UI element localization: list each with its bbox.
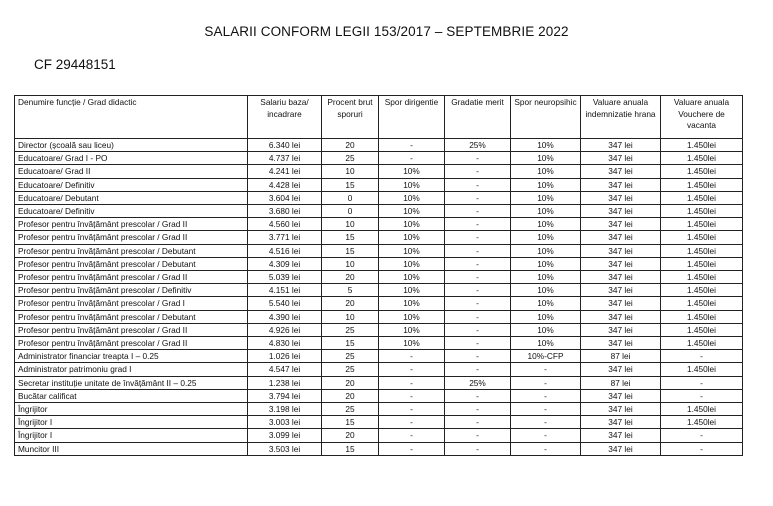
cell-base-salary: 4.516 lei (248, 244, 322, 257)
cell-food-allowance: 347 lei (581, 403, 661, 416)
cell-food-allowance: 347 lei (581, 284, 661, 297)
header-base-salary: Salariu baza/ incadrare (248, 96, 322, 139)
table-row (15, 271, 743, 284)
cell-class-teacher-bonus: - (379, 389, 445, 402)
cell-base-salary: 3.680 lei (248, 205, 322, 218)
table-row (15, 139, 743, 152)
cell-vacation-vouchers: - (661, 442, 743, 455)
cell-merit-grade: - (445, 350, 511, 363)
cell-bonus-percent: 15 (322, 178, 379, 191)
cell-base-salary: 1.238 lei (248, 376, 322, 389)
cell-vacation-vouchers: 1.450lei (661, 403, 743, 416)
cell-function: Educatoare/ Debutant (15, 191, 248, 204)
cell-base-salary: 3.003 lei (248, 416, 322, 429)
cell-bonus-percent: 10 (322, 310, 379, 323)
header-neuropsychic-bonus: Spor neuropsihic (511, 96, 581, 139)
table-row (15, 389, 743, 402)
cell-food-allowance: 347 lei (581, 271, 661, 284)
table-header-row (15, 96, 743, 139)
cell-function: Bucătar calificat (15, 389, 248, 402)
header-class-teacher-bonus: Spor dirigentie (379, 96, 445, 139)
cell-merit-grade: - (445, 244, 511, 257)
cell-vacation-vouchers: 1.450lei (661, 165, 743, 178)
cell-function: Profesor pentru învățământ prescolar / Debutant (15, 244, 248, 257)
table-row (15, 297, 743, 310)
cell-neuropsychic-bonus: - (511, 442, 581, 455)
cell-neuropsychic-bonus: 10% (511, 337, 581, 350)
cell-class-teacher-bonus: 10% (379, 323, 445, 336)
cell-base-salary: 4.309 lei (248, 257, 322, 270)
cell-vacation-vouchers: 1.450lei (661, 284, 743, 297)
cell-function: Educatoare/ Grad I - PO (15, 152, 248, 165)
cell-base-salary: 4.390 lei (248, 310, 322, 323)
cell-class-teacher-bonus: 10% (379, 205, 445, 218)
cell-neuropsychic-bonus: - (511, 416, 581, 429)
cell-food-allowance: 347 lei (581, 389, 661, 402)
cell-function: Îngrijitor I (15, 416, 248, 429)
table-row (15, 152, 743, 165)
cell-class-teacher-bonus: 10% (379, 284, 445, 297)
cell-vacation-vouchers: 1.450lei (661, 152, 743, 165)
cell-class-teacher-bonus: 10% (379, 165, 445, 178)
cell-neuropsychic-bonus: - (511, 376, 581, 389)
cell-merit-grade: - (445, 323, 511, 336)
cell-food-allowance: 347 lei (581, 165, 661, 178)
cell-base-salary: 3.503 lei (248, 442, 322, 455)
cell-neuropsychic-bonus: 10% (511, 271, 581, 284)
table-row (15, 257, 743, 270)
cell-class-teacher-bonus: - (379, 403, 445, 416)
cell-bonus-percent: 20 (322, 271, 379, 284)
cell-merit-grade: - (445, 363, 511, 376)
cell-class-teacher-bonus: 10% (379, 310, 445, 323)
cell-merit-grade: - (445, 284, 511, 297)
cell-bonus-percent: 10 (322, 218, 379, 231)
cell-bonus-percent: 25 (322, 350, 379, 363)
cell-bonus-percent: 25 (322, 323, 379, 336)
cell-neuropsychic-bonus: 10% (511, 178, 581, 191)
cell-neuropsychic-bonus: 10%-CFP (511, 350, 581, 363)
cell-class-teacher-bonus: 10% (379, 337, 445, 350)
cell-food-allowance: 347 lei (581, 191, 661, 204)
table-body (15, 139, 743, 456)
cell-vacation-vouchers: 1.450lei (661, 297, 743, 310)
cell-bonus-percent: 20 (322, 139, 379, 152)
cell-class-teacher-bonus: - (379, 350, 445, 363)
document-title: SALARII CONFORM LEGII 153/2017 – SEPTEMBRIE 2022 (204, 24, 569, 39)
cell-bonus-percent: 0 (322, 205, 379, 218)
cell-vacation-vouchers: - (661, 389, 743, 402)
cell-function: Secretar instituție unitate de învățământ II – 0.25 (15, 376, 248, 389)
cell-food-allowance: 87 lei (581, 376, 661, 389)
cell-merit-grade: - (445, 429, 511, 442)
cell-vacation-vouchers: 1.450lei (661, 310, 743, 323)
cell-neuropsychic-bonus: 10% (511, 231, 581, 244)
cell-vacation-vouchers: 1.450lei (661, 363, 743, 376)
cell-bonus-percent: 20 (322, 429, 379, 442)
cell-vacation-vouchers: 1.450lei (661, 323, 743, 336)
cell-class-teacher-bonus: 10% (379, 231, 445, 244)
table-row (15, 376, 743, 389)
cell-base-salary: 5.540 lei (248, 297, 322, 310)
cell-merit-grade: - (445, 165, 511, 178)
table-row (15, 442, 743, 455)
cell-merit-grade: - (445, 337, 511, 350)
cell-function: Profesor pentru învățământ prescolar / Grad II (15, 323, 248, 336)
cell-merit-grade: - (445, 310, 511, 323)
table-row (15, 165, 743, 178)
cell-function: Îngrijitor (15, 403, 248, 416)
cell-merit-grade: - (445, 416, 511, 429)
cell-vacation-vouchers: - (661, 429, 743, 442)
cell-food-allowance: 347 lei (581, 363, 661, 376)
table-row (15, 416, 743, 429)
cell-vacation-vouchers: 1.450lei (661, 416, 743, 429)
cell-bonus-percent: 20 (322, 389, 379, 402)
cell-food-allowance: 347 lei (581, 429, 661, 442)
cell-merit-grade: - (445, 152, 511, 165)
cell-merit-grade: - (445, 205, 511, 218)
table-row (15, 403, 743, 416)
table-row (15, 323, 743, 336)
cell-neuropsychic-bonus: - (511, 363, 581, 376)
cell-vacation-vouchers: 1.450lei (661, 257, 743, 270)
cell-food-allowance: 347 lei (581, 323, 661, 336)
cell-class-teacher-bonus: 10% (379, 178, 445, 191)
header-food-allowance: Valuare anuala indemnizatie hrana (581, 96, 661, 139)
cell-vacation-vouchers: 1.450lei (661, 244, 743, 257)
cell-function: Educatoare/ Grad II (15, 165, 248, 178)
cell-neuropsychic-bonus: 10% (511, 323, 581, 336)
cell-neuropsychic-bonus: - (511, 429, 581, 442)
cell-vacation-vouchers: 1.450lei (661, 191, 743, 204)
cell-function: Profesor pentru învățământ prescolar / Grad II (15, 271, 248, 284)
cell-function: Profesor pentru învățământ prescolar / Grad I (15, 297, 248, 310)
cell-food-allowance: 347 lei (581, 231, 661, 244)
cell-class-teacher-bonus: - (379, 416, 445, 429)
cell-neuropsychic-bonus: 10% (511, 139, 581, 152)
cell-food-allowance: 347 lei (581, 442, 661, 455)
cell-merit-grade: - (445, 257, 511, 270)
cell-neuropsychic-bonus: 10% (511, 205, 581, 218)
table-row (15, 231, 743, 244)
cell-neuropsychic-bonus: 10% (511, 218, 581, 231)
cell-class-teacher-bonus: 10% (379, 244, 445, 257)
cell-base-salary: 4.560 lei (248, 218, 322, 231)
cell-vacation-vouchers: 1.450lei (661, 231, 743, 244)
cell-bonus-percent: 20 (322, 376, 379, 389)
cell-food-allowance: 347 lei (581, 416, 661, 429)
header-vacation-vouchers: Valuare anuala Vouchere de vacanta (661, 96, 743, 139)
cell-function: Educatoare/ Definitiv (15, 178, 248, 191)
cell-function: Îngrijitor I (15, 429, 248, 442)
cell-merit-grade: - (445, 231, 511, 244)
cell-neuropsychic-bonus: 10% (511, 257, 581, 270)
cell-class-teacher-bonus: - (379, 376, 445, 389)
cell-merit-grade: - (445, 297, 511, 310)
cell-function: Profesor pentru învățământ prescolar / Debutant (15, 310, 248, 323)
table-row (15, 310, 743, 323)
table-row (15, 244, 743, 257)
cell-neuropsychic-bonus: 10% (511, 165, 581, 178)
cell-food-allowance: 347 lei (581, 152, 661, 165)
cell-function: Administrator financiar treapta I – 0.25 (15, 350, 248, 363)
cell-neuropsychic-bonus: 10% (511, 297, 581, 310)
cell-vacation-vouchers: - (661, 376, 743, 389)
cell-food-allowance: 347 lei (581, 244, 661, 257)
cell-bonus-percent: 10 (322, 165, 379, 178)
cell-base-salary: 3.099 lei (248, 429, 322, 442)
salary-table (14, 95, 743, 456)
cell-base-salary: 3.794 lei (248, 389, 322, 402)
cell-function: Administrator patrimoniu grad I (15, 363, 248, 376)
table-row (15, 218, 743, 231)
cell-class-teacher-bonus: 10% (379, 297, 445, 310)
cell-merit-grade: - (445, 191, 511, 204)
cell-food-allowance: 87 lei (581, 350, 661, 363)
cell-base-salary: 4.926 lei (248, 323, 322, 336)
cell-base-salary: 3.771 lei (248, 231, 322, 244)
cell-neuropsychic-bonus: - (511, 389, 581, 402)
cell-base-salary: 3.198 lei (248, 403, 322, 416)
cell-vacation-vouchers: 1.450lei (661, 218, 743, 231)
cell-food-allowance: 347 lei (581, 257, 661, 270)
cell-vacation-vouchers: 1.450lei (661, 178, 743, 191)
cell-base-salary: 4.737 lei (248, 152, 322, 165)
cell-class-teacher-bonus: 10% (379, 257, 445, 270)
table-row (15, 284, 743, 297)
cell-neuropsychic-bonus: 10% (511, 310, 581, 323)
cell-bonus-percent: 25 (322, 152, 379, 165)
cell-neuropsychic-bonus: 10% (511, 191, 581, 204)
table-row (15, 205, 743, 218)
cell-bonus-percent: 10 (322, 257, 379, 270)
cell-base-salary: 4.151 lei (248, 284, 322, 297)
cell-class-teacher-bonus: 10% (379, 191, 445, 204)
cell-bonus-percent: 25 (322, 363, 379, 376)
cell-neuropsychic-bonus: 10% (511, 284, 581, 297)
cell-food-allowance: 347 lei (581, 205, 661, 218)
header-bonus-percent: Procent brut sporuri (322, 96, 379, 139)
cell-class-teacher-bonus: - (379, 152, 445, 165)
cell-food-allowance: 347 lei (581, 139, 661, 152)
header-merit-grade: Gradatie merit (445, 96, 511, 139)
cell-base-salary: 4.428 lei (248, 178, 322, 191)
cell-bonus-percent: 15 (322, 442, 379, 455)
cell-class-teacher-bonus: - (379, 139, 445, 152)
cell-bonus-percent: 5 (322, 284, 379, 297)
cell-base-salary: 1.026 lei (248, 350, 322, 363)
table-row (15, 337, 743, 350)
cell-function: Director (școală sau liceu) (15, 139, 248, 152)
cell-bonus-percent: 15 (322, 244, 379, 257)
cell-merit-grade: - (445, 178, 511, 191)
cell-neuropsychic-bonus: 10% (511, 244, 581, 257)
cell-food-allowance: 347 lei (581, 218, 661, 231)
cell-base-salary: 4.830 lei (248, 337, 322, 350)
cell-function: Profesor pentru învățământ prescolar / Grad II (15, 337, 248, 350)
cell-merit-grade: - (445, 389, 511, 402)
cell-neuropsychic-bonus: 10% (511, 152, 581, 165)
cell-vacation-vouchers: 1.450lei (661, 139, 743, 152)
cell-merit-grade: 25% (445, 376, 511, 389)
cell-class-teacher-bonus: - (379, 442, 445, 455)
cell-bonus-percent: 15 (322, 231, 379, 244)
cell-bonus-percent: 20 (322, 297, 379, 310)
table-row (15, 350, 743, 363)
table-row (15, 429, 743, 442)
cell-function: Profesor pentru învățământ prescolar / Grad II (15, 218, 248, 231)
cell-class-teacher-bonus: - (379, 363, 445, 376)
cell-bonus-percent: 15 (322, 337, 379, 350)
cell-base-salary: 4.547 lei (248, 363, 322, 376)
cell-vacation-vouchers: 1.450lei (661, 337, 743, 350)
cell-base-salary: 6.340 lei (248, 139, 322, 152)
cell-bonus-percent: 25 (322, 403, 379, 416)
cell-merit-grade: - (445, 218, 511, 231)
cell-base-salary: 5.039 lei (248, 271, 322, 284)
cell-merit-grade: - (445, 442, 511, 455)
cell-merit-grade: 25% (445, 139, 511, 152)
cell-base-salary: 3.604 lei (248, 191, 322, 204)
cell-class-teacher-bonus: - (379, 429, 445, 442)
header-function: Denumire funcție / Grad didactic (15, 96, 248, 139)
cell-bonus-percent: 15 (322, 416, 379, 429)
cell-food-allowance: 347 lei (581, 178, 661, 191)
cell-class-teacher-bonus: 10% (379, 218, 445, 231)
cell-vacation-vouchers: 1.450lei (661, 271, 743, 284)
cell-function: Muncitor III (15, 442, 248, 455)
cell-food-allowance: 347 lei (581, 310, 661, 323)
cell-food-allowance: 347 lei (581, 297, 661, 310)
cell-function: Profesor pentru învățământ prescolar / Definitiv (15, 284, 248, 297)
cell-function: Profesor pentru învățământ prescolar / Grad II (15, 231, 248, 244)
cell-function: Profesor pentru învățământ prescolar / Debutant (15, 257, 248, 270)
table-row (15, 178, 743, 191)
table-row (15, 191, 743, 204)
cell-vacation-vouchers: 1.450lei (661, 205, 743, 218)
cell-class-teacher-bonus: 10% (379, 271, 445, 284)
cell-merit-grade: - (445, 271, 511, 284)
fiscal-code: CF 29448151 (34, 57, 116, 72)
cell-bonus-percent: 0 (322, 191, 379, 204)
table-row (15, 363, 743, 376)
cell-neuropsychic-bonus: - (511, 403, 581, 416)
cell-base-salary: 4.241 lei (248, 165, 322, 178)
cell-merit-grade: - (445, 403, 511, 416)
cell-function: Educatoare/ Definitiv (15, 205, 248, 218)
cell-food-allowance: 347 lei (581, 337, 661, 350)
cell-vacation-vouchers: - (661, 350, 743, 363)
